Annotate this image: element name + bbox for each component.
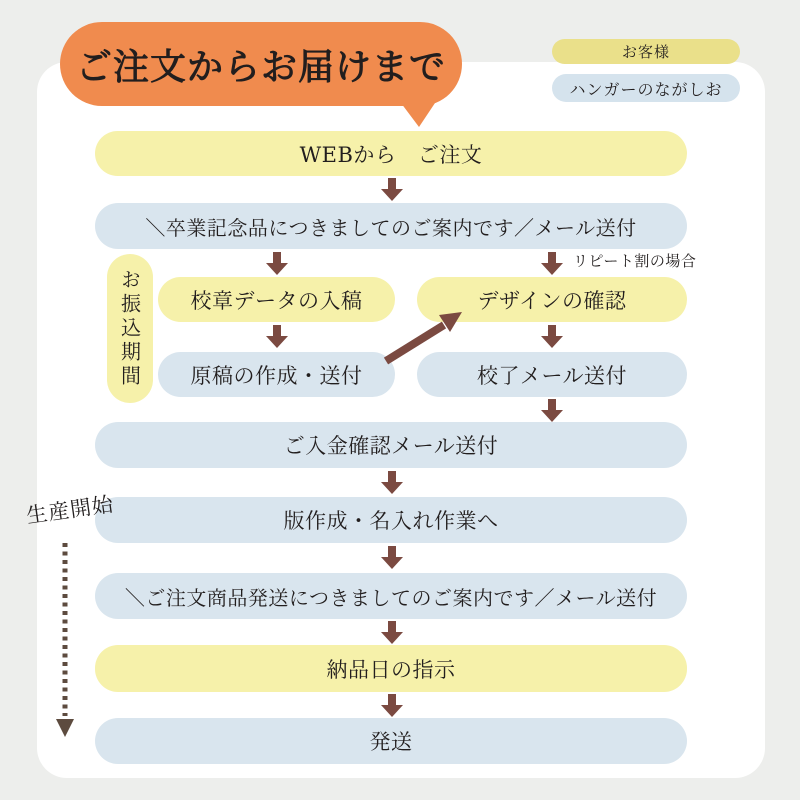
title-bubble	[60, 22, 462, 106]
step-shipping-info-mail-label: ＼ご注文商品発送につきましてのご案内です／メール送付	[124, 585, 658, 610]
payment-period-badge	[107, 254, 153, 403]
step-web-order	[95, 131, 687, 176]
down-arrow-icon	[381, 471, 403, 494]
step-delivery-date-label: 納品日の指示	[326, 657, 456, 682]
down-arrow-icon	[266, 325, 288, 348]
step-design-confirmation	[417, 277, 687, 322]
down-arrow-icon	[541, 252, 563, 275]
legend-company	[552, 74, 740, 102]
repeat-discount-note	[573, 250, 696, 271]
page-title: ご注文からお届けまで	[75, 45, 446, 88]
repeat-discount-note-label: リピート割の場合	[573, 252, 697, 270]
step-emblem-data	[158, 277, 395, 322]
down-arrow-icon	[266, 252, 288, 275]
step-payment-confirmation-mail-label: ご入金確認メール送付	[283, 434, 499, 458]
step-shipping-label: 発送	[369, 730, 413, 754]
step-draft-creation-label: 原稿の作成・送付	[190, 363, 363, 388]
down-arrow-icon	[381, 546, 403, 569]
legend-customer	[552, 39, 740, 64]
step-proof-ok-mail-label: 校了メール送付	[476, 363, 628, 388]
step-graduation-info-mail-label: ＼卒業記念品につきましてのご案内です／メール送付	[145, 215, 637, 240]
step-delivery-date	[95, 645, 687, 692]
down-arrow-icon	[541, 399, 563, 422]
down-arrow-icon	[381, 694, 403, 717]
step-payment-confirmation-mail	[95, 422, 687, 468]
down-arrow-icon	[381, 621, 403, 644]
down-arrow-icon	[541, 325, 563, 348]
legend-customer-label: お客様	[621, 43, 670, 61]
step-proof-ok-mail	[417, 352, 687, 397]
step-emblem-data-label: 校章データの入稿	[190, 288, 363, 313]
step-draft-creation	[158, 352, 395, 397]
step-design-confirmation-label: デザインの確認	[477, 288, 627, 313]
step-graduation-info-mail	[95, 203, 687, 249]
step-shipping	[95, 718, 687, 764]
step-web-order-label: WEBから ご注文	[299, 142, 483, 167]
title-bubble-tail-icon	[401, 103, 435, 127]
step-plate-naming-work	[95, 497, 687, 543]
payment-period-label: お振込期間	[117, 268, 142, 389]
step-shipping-info-mail	[95, 573, 687, 619]
step-plate-naming-work-label: 版作成・名入れ作業へ	[283, 509, 499, 533]
legend-company-label: ハンガーのながしお	[569, 79, 723, 99]
down-arrow-icon	[381, 178, 403, 201]
production-start-text: 生産開始	[24, 491, 116, 528]
